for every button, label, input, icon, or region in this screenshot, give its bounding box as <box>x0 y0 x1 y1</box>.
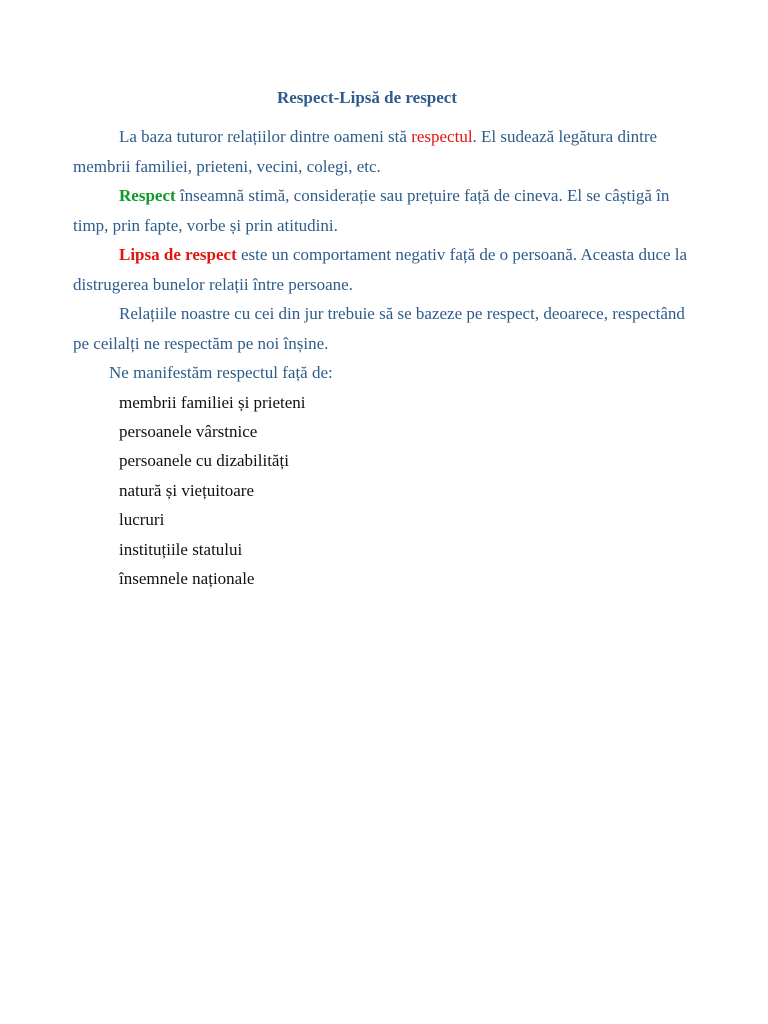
list-item: membrii familiei și prieteni <box>119 392 306 412</box>
highlight-respectul: respectul <box>411 127 473 146</box>
list-item: lucruri <box>119 510 165 530</box>
list-item: persoanele vârstnice <box>119 421 258 441</box>
paragraph-4: Relațiile noastre cu cei din jur trebuie să se bazeze pe respect, deoarece, respectând pe ceilalți ne respectăm pe noi înșine. <box>73 304 685 353</box>
paragraph-3-after: este un comportament negativ față de o persoană. Aceasta duce la distrugerea bunelor relații între persoane. <box>73 245 688 294</box>
paragraph-2 <box>73 181 695 240</box>
paragraph-1-before: La baza tuturor relațiilor dintre oameni stă <box>119 127 412 146</box>
list-item: natură și viețuitoare <box>119 480 255 500</box>
document-title: Respect-Lipsă de respect <box>276 88 458 107</box>
highlight-respect: Respect <box>119 186 176 205</box>
paragraph-1-after: . El sudează legătura dintre membrii familiei, prieteni, vecini, colegi, etc. <box>73 127 658 176</box>
list-item: persoanele cu dizabilități <box>119 451 289 471</box>
paragraph-3 <box>73 240 695 299</box>
highlight-lipsa-de-respect: Lipsa de respect <box>119 245 237 264</box>
paragraph-1 <box>73 122 695 181</box>
respect-list <box>73 388 695 594</box>
paragraph-2-after: înseamnă stimă, considerație sau prețuire față de cineva. El se câștigă în timp, prin fapte, vorbe și prin atitudini. <box>73 186 670 235</box>
list-item: instituțiile statului <box>119 539 243 559</box>
document-page <box>73 86 695 593</box>
list-item: însemnele naționale <box>119 568 255 588</box>
list-intro: Ne manifestăm respectul față de: <box>109 363 333 382</box>
